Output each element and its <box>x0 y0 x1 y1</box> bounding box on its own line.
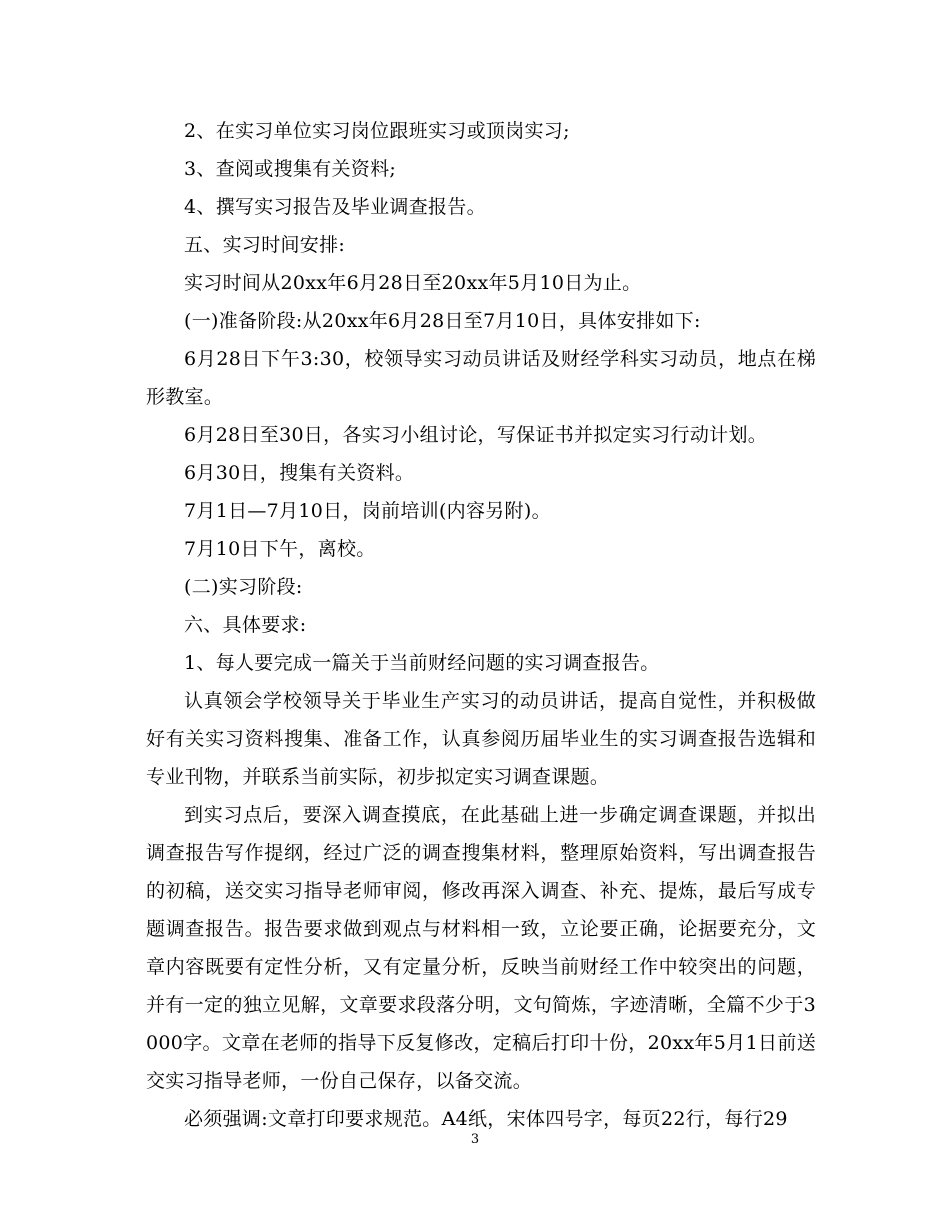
paragraph-item-3: 3、查阅或搜集有关资料; <box>184 158 397 180</box>
paragraph-preparation-details: 认真领会学校领导关于毕业生产实习的动员讲话，提高自觉性，并积极做好有关实习资料搜集、准备工作，认真参阅历届毕业生的实习调查报告选辑和专业刊物，并联系当前实际，初步拟定实习调查课题。 <box>146 690 816 788</box>
document-body <box>146 112 816 1138</box>
paragraph-period: 实习时间从20xx年6月28日至20xx年5月10日为止。 <box>184 272 642 294</box>
schedule-item-mobilization: 6月28日下午3:30，校领导实习动员讲话及财经学科实习动员，地点在梯形教室。 <box>146 348 816 408</box>
paragraph-format-requirement: 必须强调:文章打印要求规范。A4纸，宋体四号字，每页22行，每行29 <box>184 1108 788 1130</box>
paragraph-report-details: 到实习点后，要深入调查摸底，在此基础上进一步确定调查课题，并拟出调查报告写作提纲，经过广泛的调查搜集材料，整理原始资料，写出调查报告的初稿，送交实习指导老师审阅，修改再深入调查、补充、提炼，最后写成专题调查报告。报告要求做到观点与材料相一致，立论要正确，论据要充分，文章内容既要有定性分析，又有定量分析，反映当前财经工作中较突出的问题，并有一定的独立见解，文章要求段落分明，文句简炼，字迹清晰，全篇不少于3000字。文章在老师的指导下反复修改，定稿后打印十份，20xx年5月1日前送交实习指导老师，一份自己保存，以备交流。 <box>146 804 816 1092</box>
section-heading-requirements: 六、具体要求: <box>184 614 307 636</box>
schedule-item-collect: 6月30日，搜集有关资料。 <box>184 462 415 484</box>
requirement-item-1: 1、每人要完成一篇关于当前财经问题的实习调查报告。 <box>184 652 660 674</box>
schedule-item-training: 7月1日—7月10日，岗前培训(内容另附)。 <box>184 500 551 522</box>
subsection-internship: (二)实习阶段: <box>184 576 303 598</box>
page-number: 3 <box>470 1132 480 1147</box>
section-heading-schedule: 五、实习时间安排: <box>184 234 346 256</box>
subsection-preparation: (一)准备阶段:从20xx年6月28日至7月10日，具体安排如下: <box>184 310 701 332</box>
paragraph-item-2: 2、在实习单位实习岗位跟班实习或顶岗实习; <box>184 120 570 142</box>
schedule-item-discussion: 6月28日至30日，各实习小组讨论，写保证书并拟定实习行动计划。 <box>184 424 768 446</box>
paragraph-item-4: 4、撰写实习报告及毕业调查报告。 <box>184 196 486 218</box>
schedule-item-leave: 7月10日下午，离校。 <box>184 538 376 560</box>
